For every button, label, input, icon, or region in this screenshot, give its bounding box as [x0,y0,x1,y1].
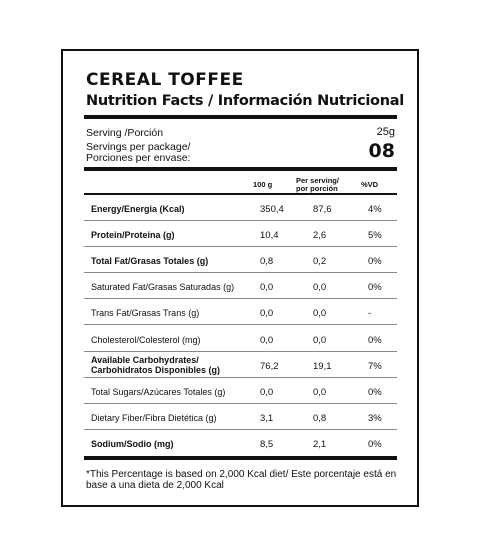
nutrient-row [84,273,397,299]
nutrient-label-line1: Available Carbohydrates/ [91,354,199,365]
nutrient-label [91,256,208,266]
nutrient-row [84,326,397,352]
nutrient-row [84,430,397,456]
value-per-serving: 2,1 [313,438,327,450]
value-per-serving: 0,0 [313,282,327,294]
value-per-serving: 87,6 [313,204,332,215]
nutrient-label [91,308,199,318]
value-daily: 0% [368,256,382,268]
nutrient-label-line2: Carbohidratos Disponibles (g) [91,364,221,375]
value-per-serving: 0,0 [313,308,327,320]
value-per-100g: 0,0 [260,282,274,294]
serving-label: Serving /Porción [86,127,164,139]
value-per-serving: 2,6 [313,230,327,242]
nutrient-label [91,413,217,423]
nutrient-label-line1: Dietary Fiber/Fibra Dietética (g) [91,412,217,423]
nutrient-row [84,404,397,430]
nutrient-label [91,335,201,345]
value-per-100g: 0,0 [260,334,274,346]
nutrient-label [91,282,234,292]
nutrient-label-line1: Trans Fat/Grasas Trans (g) [91,308,200,319]
spp-label-line1: Servings per package/ [86,141,191,153]
nutrient-label [91,387,225,397]
nutrient-label-line1: Energy/Energia (Kcal) [91,204,185,214]
servings-per-package-label [86,142,286,164]
serving-value: 25g [376,126,395,138]
value-per-serving: 0,2 [313,256,327,268]
value-per-serving: 0,8 [313,412,327,424]
nutrient-row [84,378,397,404]
nutrient-label [91,204,185,214]
value-per-serving: 0,0 [313,386,327,398]
value-daily: - [368,308,372,320]
col-head-dv: %VD [361,180,379,189]
value-per-100g: 10,4 [260,230,279,242]
value-per-serving: 0,0 [313,334,327,346]
value-per-100g: 0,8 [260,256,274,268]
value-daily: 3% [368,412,382,424]
nutrition-label [61,49,419,507]
spp-label-line2: Porciones per envase: [86,152,191,164]
col-head-per-serving-line1: Per serving/ [296,176,339,185]
nutrient-label [91,439,174,449]
footnote: *This Percentage is based on 2,000 Kcal diet/ Este porcentaje está en base a una dieta de 2,000 Kcal [86,469,397,491]
value-per-100g: 0,0 [260,308,274,320]
value-per-100g: 76,2 [260,360,279,372]
nutrient-label-line1: Total Sugars/Azúcares Totales (g) [91,386,226,397]
value-per-serving: 19,1 [313,360,332,372]
label-subtitle: Nutrition Facts / Información Nutricional [86,93,404,109]
servings-per-package-value: 08 [368,140,395,162]
nutrient-row [84,221,397,247]
bottom-thick-rule [84,456,397,460]
value-daily: 4% [368,204,382,215]
top-thick-rule [84,115,397,119]
value-daily: 0% [368,438,382,450]
nutrient-label [91,355,220,375]
value-per-100g: 350,4 [260,204,284,215]
nutrient-row [84,352,397,378]
col-head-per-serving-line2: por porción [296,184,338,193]
value-daily: 0% [368,334,382,346]
nutrient-label-line1: Cholesterol/Colesterol (mg) [91,334,201,345]
value-daily: 0% [368,386,382,398]
value-daily: 0% [368,282,382,294]
nutrient-label-line1: Sodium/Sodio (mg) [91,438,174,449]
nutrient-label [91,230,175,240]
value-per-100g: 3,1 [260,412,274,424]
value-daily: 7% [368,360,382,372]
value-per-100g: 8,5 [260,438,274,450]
nutrient-row [84,299,397,325]
col-head-per-serving [296,177,339,193]
middle-thick-rule [84,167,397,171]
value-per-100g: 0,0 [260,386,274,398]
nutrient-row [84,195,397,221]
nutrient-label-line1: Saturated Fat/Grasas Saturadas (g) [91,282,235,293]
nutrient-label-line1: Protein/Proteina (g) [91,230,175,241]
product-name: CEREAL TOFFEE [86,70,244,90]
value-daily: 5% [368,230,382,242]
col-head-100g: 100 g [253,180,273,189]
nutrient-label-line1: Total Fat/Grasas Totales (g) [91,256,209,267]
nutrient-row [84,247,397,273]
